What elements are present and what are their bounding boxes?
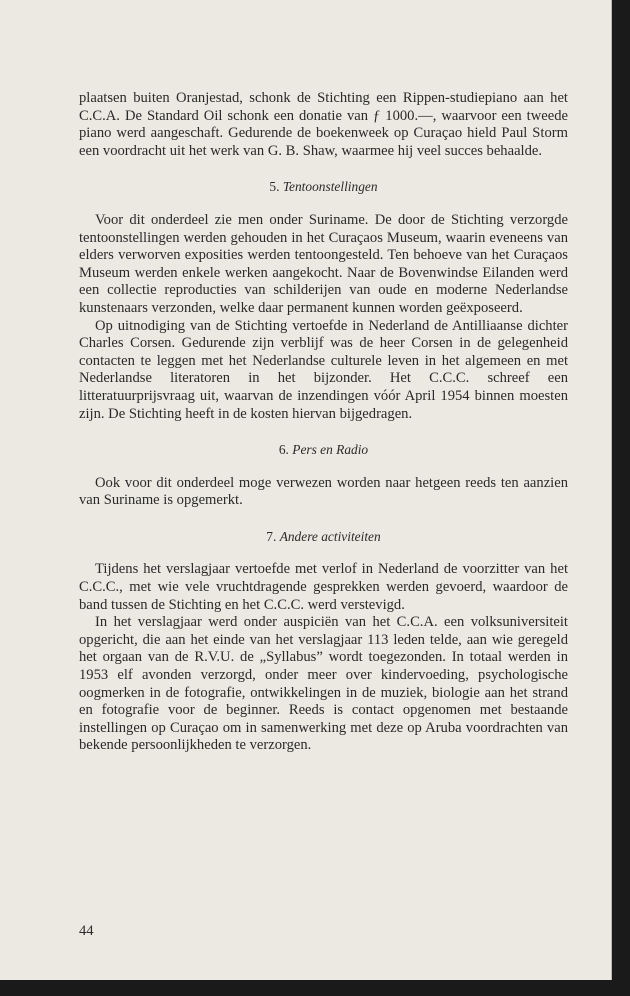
paragraph: Op uitnodiging van de Stichting vertoefde in Nederland de Antilliaanse dichter Charles Corsen. Gedurende zijn verblijf was de heer Corsen in de gelegenheid contacten te leggen met het Nederlandse culturele leven in het algemeen en met Nederlandse literatoren in het bijzonder. Het C.C.C. schreef een litteratuurprijsvraag uit, waarvan de inzendingen vóór April 1954 binnen moesten zijn. De Stichting heeft in de kosten hiervan bijgedragen. — [79, 317, 568, 422]
paragraph: Voor dit onderdeel zie men onder Suriname. De door de Stichting verzorgde tentoonstellingen werden gehouden in het Curaçaos Museum, waarin eveneens van elders verworven exposities werden tentoongesteld. Ten behoeve van het Curaçaos Museum werden enkele werken aangekocht. Naar de Bovenwindse Eilanden werd een collectie reproducties van schilderijen van oude en moderne Nederlandse kunstenaars verzonden, welke daar permanent kunnen worden geëxposeerd. — [79, 211, 568, 316]
section-title: Andere activiteiten — [279, 528, 381, 544]
paragraph: In het verslagjaar werd onder auspiciën van het C.C.A. een volksuniversiteit opgericht, die aan het einde van het verslagjaar 113 leden telde, aan wie geregeld het orgaan van de R.V.U. de „Syllabus” wordt toegezonden. In totaal werden in 1953 elf avonden verzorgd, onder meer over kindervoeding, psychologische oogmerken in de fotografie, ontwikkelingen in de muziek, biologie aan het strand en fotografie voor de beginner. Reeds is contact opgenomen met bestaande instellingen op Curaçao om in samenwerking met deze op Aruba voordrachten van bekende persoonlijkheden te verzorgen. — [79, 614, 568, 754]
section-number: 5. — [269, 179, 280, 195]
section-title: Tentoonstellingen — [282, 179, 378, 195]
section-title: Pers en Radio — [292, 442, 369, 458]
paragraph: Tijdens het verslagjaar vertoefde met verlof in Nederland de voorzitter van het C.C.C., met wie vele vruchtdragende gesprekken werden gevoerd, waardoor de band tussen de Stichting en het C.C.C. werd verstevigd. — [79, 561, 568, 613]
body-text — [79, 90, 568, 755]
section-number: 7. — [266, 528, 277, 544]
intro-paragraph: plaatsen buiten Oranjestad, schonk de Stichting een Rippen-studiepiano aan het C.C.A. De Standard Oil schonk een donatie van ƒ 1000.—, waarvoor een tweede piano werd aangeschaft. Gedurende de boekenweek op Curaçao hield Paul Storm een voordracht uit het werk van G. B. Shaw, waarmee hij veel succes behaalde. — [79, 90, 568, 159]
section-heading-7 — [79, 528, 568, 546]
section-number: 6. — [278, 442, 289, 458]
section-heading-5 — [79, 178, 568, 196]
section-heading-6 — [79, 441, 568, 459]
paragraph: Ook voor dit onderdeel moge verwezen worden naar hetgeen reeds ten aanzien van Suriname is opgemerkt. — [79, 474, 568, 509]
page-number: 44 — [79, 923, 94, 939]
